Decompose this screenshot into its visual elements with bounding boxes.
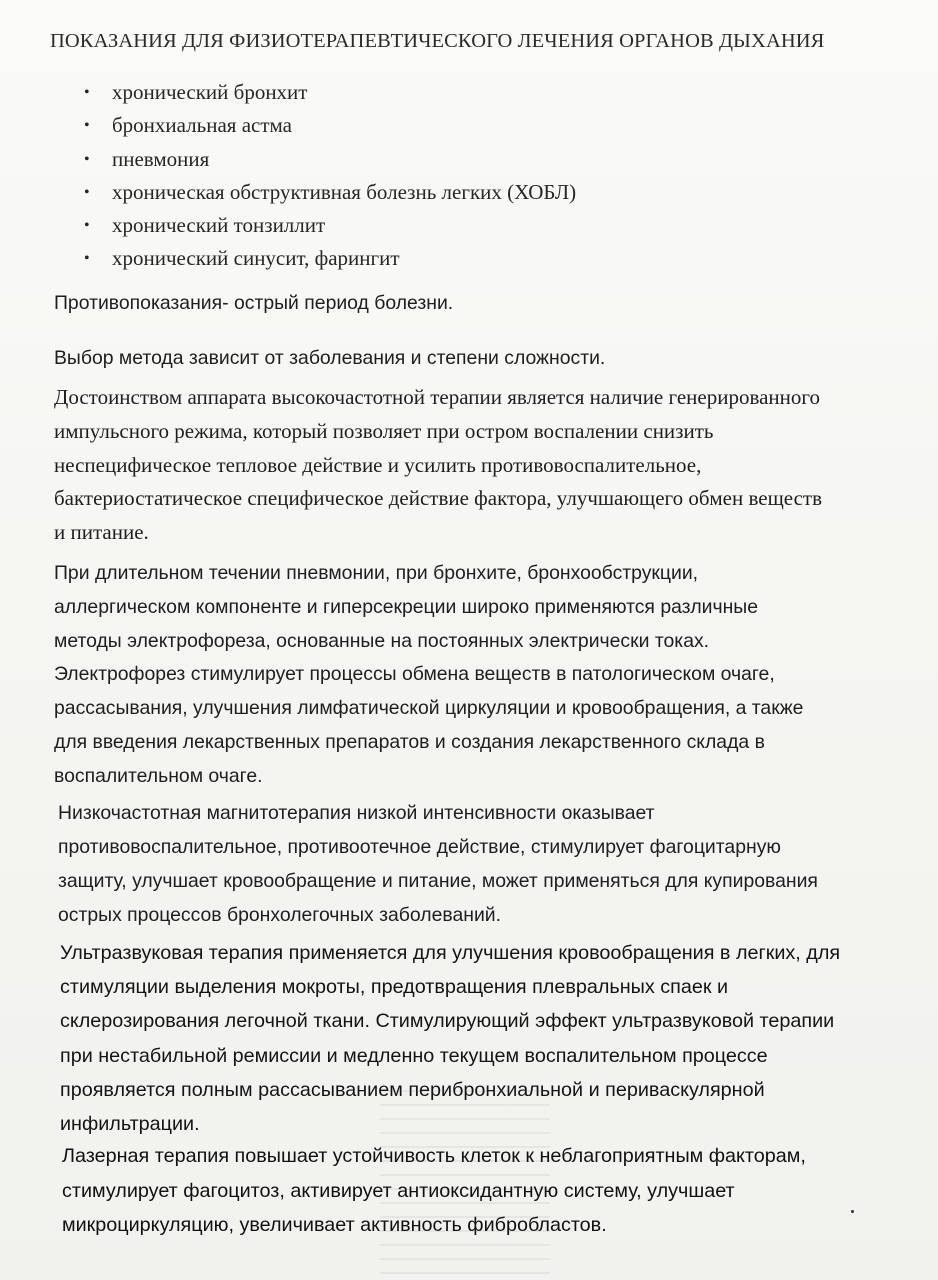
list-item-text: хронический тонзиллит — [112, 213, 326, 238]
paragraph-line: и питание. — [54, 520, 149, 545]
list-item-text: бронхиальная астма — [112, 113, 292, 138]
paragraph-line: проявляется полным рассасыванием перибронхиальной и периваскулярной — [60, 1078, 765, 1101]
paragraph-line: Достоинством аппарата высокочастотной терапии является наличие генерированного — [54, 385, 820, 409]
bullet-icon: • — [84, 183, 90, 201]
paragraph-line: неспецифическое тепловое действие и усилить противовоспалительное, — [54, 452, 702, 477]
paragraph-line: воспалительном очаге. — [54, 764, 263, 787]
hf-therapy-paragraph — [54, 381, 914, 550]
list-item-text: пневмония — [112, 146, 210, 171]
paragraph-line: импульсного режима, который позволяет при остром воспалении снизить — [54, 418, 714, 443]
paragraph-line: методы электрофореза, основанные на постоянных электрически токах. — [54, 629, 710, 652]
list-item — [84, 76, 576, 109]
paragraph-line: микроциркуляцию, увеличивает активность фибробластов. — [62, 1214, 607, 1236]
list-item — [84, 209, 576, 242]
list-item — [84, 176, 576, 209]
bullet-icon: • — [84, 84, 90, 101]
paragraph-line: Низкочастотная магнитотерапия низкой интенсивности оказывает — [58, 802, 655, 824]
bullet-icon: • — [84, 150, 90, 168]
paragraph-line: Лазерная терапия повышает устойчивость клеток к неблагоприятным факторам, — [62, 1145, 806, 1167]
scan-speck — [851, 1210, 854, 1213]
list-item — [84, 242, 576, 275]
paragraph-line: защиту, улучшает кровообращение и питание, может применяться для купирования — [58, 870, 818, 892]
bullet-icon: • — [84, 117, 90, 135]
paragraph-line: стимулирует фагоцитоз, активирует антиоксидантную систему, улучшает — [62, 1179, 735, 1202]
method-choice-paragraph: Выбор метода зависит от заболевания и степени сложности. — [54, 347, 606, 369]
paragraph-line: рассасывания, улучшения лимфатической циркуляции и кровообращения, а также — [54, 697, 804, 720]
paragraph-line: для введения лекарственных препаратов и создания лекарственного склада в — [54, 730, 765, 753]
paragraph-line: аллергическом компоненте и гиперсекреции широко применяются различные — [54, 595, 759, 618]
magnetotherapy-paragraph — [58, 796, 918, 932]
paragraph-line: стимуляции выделения мокроты, предотвращения плевральных спаек и — [60, 976, 729, 999]
list-item — [84, 109, 576, 142]
bleed-through-texture — [380, 1090, 550, 1280]
paragraph-line: склерозирования легочной ткани. Стимулирующий эффект ультразвуковой терапии — [60, 1010, 835, 1033]
contraindications-paragraph: Противопоказания- острый период болезни. — [54, 292, 454, 314]
indications-list — [84, 76, 576, 276]
bullet-icon: • — [84, 250, 90, 268]
paragraph-line: Ультразвуковая терапия применяется для улучшения кровообращения в легких, для — [60, 942, 841, 964]
paragraph-line: при нестабильной ремиссии и медленно текущем воспалительном процессе — [60, 1044, 768, 1067]
document-title: ПОКАЗАНИЯ ДЛЯ ФИЗИОТЕРАПЕВТИЧЕСКОГО ЛЕЧЕНИЯ ОРГАНОВ ДЫХАНИЯ — [50, 30, 825, 52]
paragraph-line: острых процессов бронхолегочных заболеваний. — [58, 904, 502, 926]
paragraph-line: При длительном течении пневмонии, при бронхите, бронхообструкции, — [54, 562, 699, 584]
paragraph-line: противовоспалительное, противоотечное действие, стимулирует фагоцитарную — [58, 836, 781, 858]
list-item-text: хроническая обструктивная болезнь легких (ХОБЛ) — [112, 179, 577, 204]
electrophoresis-paragraph — [54, 557, 914, 794]
list-item-text: хронический бронхит — [112, 80, 308, 104]
list-item — [84, 143, 576, 176]
paragraph-line: инфильтрации. — [60, 1113, 200, 1136]
paragraph-line: Электрофорез стимулирует процессы обмена веществ в патологическом очаге, — [54, 663, 775, 686]
bullet-icon: • — [84, 217, 90, 235]
paragraph-line: бактериостатическое специфическое действие фактора, улучшающего обмен веществ — [54, 486, 823, 511]
list-item-text: хронический синусит, фарингит — [112, 246, 400, 271]
